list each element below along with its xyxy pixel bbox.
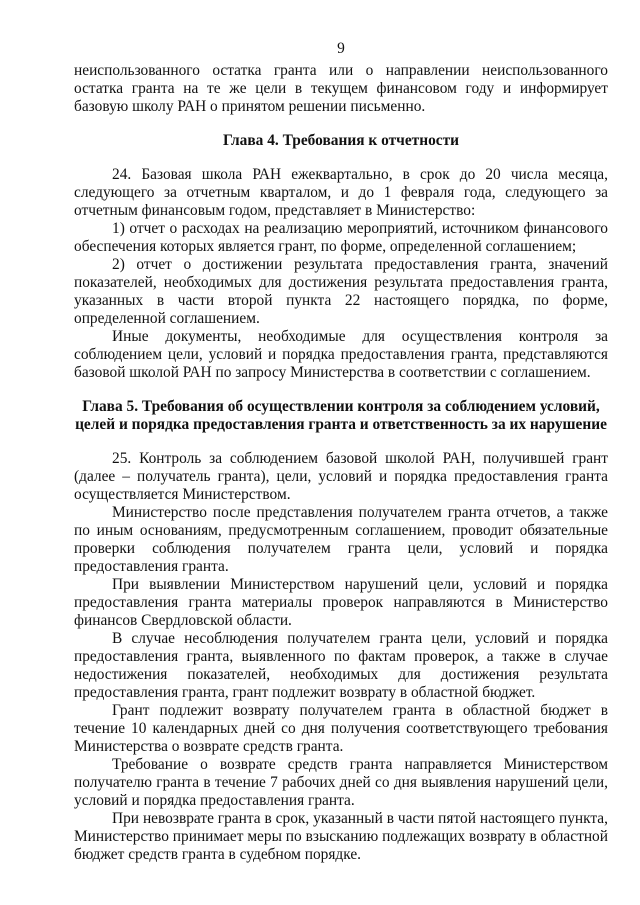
paragraph: 24. Базовая школа РАН ежеквартально, в срок до 20 числа месяца, следующего за отчетным кварталом, и до 1 февраля года, следующего за отчетным финансовым годом, представляет в Министерство: xyxy=(74,166,608,219)
paragraph: При выявлении Министерством нарушений цели, условий и порядка предоставления гранта материалы проверок направляются в Министерство финансов Свердловской области. xyxy=(74,576,608,629)
chapter-5-title-line-2: целей и порядка предоставления гранта и ответственность за их нарушение xyxy=(75,416,607,433)
document-page xyxy=(74,40,608,864)
paragraph: В случае несоблюдения получателем гранта цели, условий и порядка предоставления гранта, выявленного по фактам проверок, а также в случае недостижения показателей, необходимых для достижения результата предоставления гранта, грант подлежит возврату в областной бюджет. xyxy=(74,630,608,701)
paragraph: 1) отчет о расходах на реализацию мероприятий, источником финансового обеспечения которых является грант, по форме, определенной соглашением; xyxy=(74,220,608,255)
paragraph: 25. Контроль за соблюдением базовой школой РАН, получившей грант (далее – получатель гранта), цели, условий и порядка предоставления гранта осуществляется Министерством. xyxy=(74,450,608,503)
paragraph: Иные документы, необходимые для осуществления контроля за соблюдением цели, условий и порядка предоставления гранта, представляются базовой школой РАН по запросу Министерства в соответствии с соглашением. xyxy=(74,328,608,381)
paragraph: Грант подлежит возврату получателем гранта в областной бюджет в течение 10 календарных дней со дня получения соответствующего требования Министерства о возврате средств гранта. xyxy=(74,702,608,755)
paragraph: При невозврате гранта в срок, указанный в части пятой настоящего пункта, Министерство принимает меры по взысканию подлежащих возврату в областной бюджет средств гранта в судебном порядке. xyxy=(74,810,608,863)
intro-paragraph: неиспользованного остатка гранта или о направлении неиспользованного остатка гранта на те же цели в текущем финансовом году и информирует базовую школу РАН о принятом решении письменно. xyxy=(74,62,608,115)
paragraph: 2) отчет о достижении результата предоставления гранта, значений показателей, необходимых для достижения результата предоставления гранта, указанных в части второй пункта 22 настоящего порядка, по форме, определенной соглашением. xyxy=(74,256,608,327)
paragraph: Министерство после представления получателем гранта отчетов, а также по иным основаниям, предусмотренным соглашением, проводит обязательные проверки соблюдения получателем гранта цели, условий и порядка предоставления гранта. xyxy=(74,504,608,575)
paragraph: Требование о возврате средств гранта направляется Министерством получателю гранта в течение 7 рабочих дней со дня выявления нарушений цели, условий и порядка предоставления гранта. xyxy=(74,756,608,809)
chapter-5-title-line-1: Глава 5. Требования об осуществлении контроля за соблюдением условий, xyxy=(82,398,600,415)
page-number: 9 xyxy=(337,40,345,57)
chapter-4-title: Глава 4. Требования к отчетности xyxy=(222,132,460,149)
